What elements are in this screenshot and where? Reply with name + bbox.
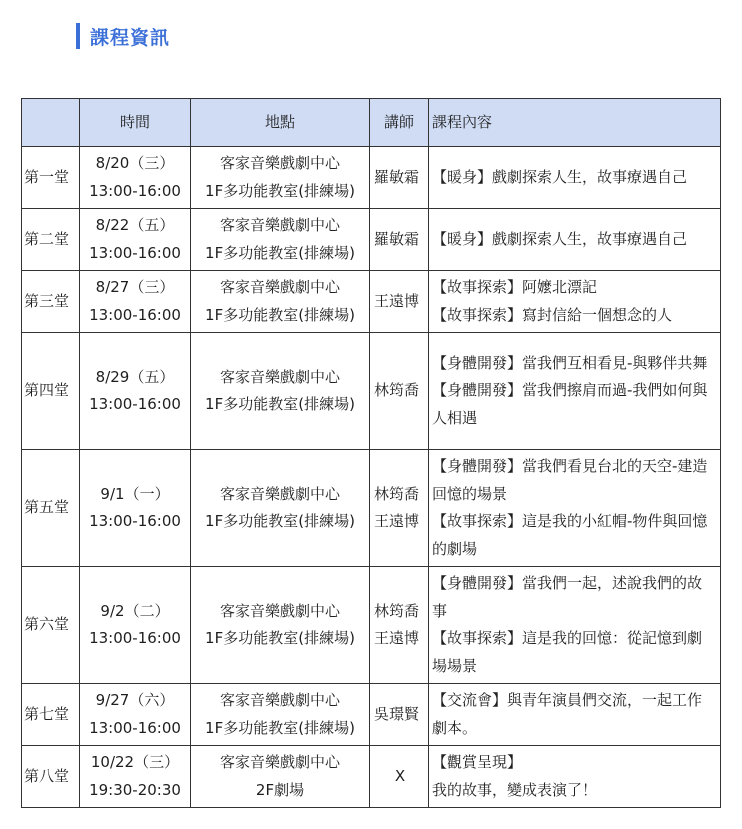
place-cell (191, 746, 370, 808)
time-cell (80, 271, 191, 333)
place-cell (191, 567, 370, 684)
session-date: 9/1（一） (100, 484, 170, 503)
header-session (22, 99, 80, 147)
venue-name: 客家音樂戲劇中心 (219, 154, 340, 172)
session-cell: 第六堂 (22, 567, 80, 684)
session-cell: 第一堂 (22, 147, 80, 209)
room-name: 1F多功能教室(排練場) (205, 629, 355, 647)
content-cell (429, 209, 721, 271)
session-date: 8/27（三） (95, 278, 175, 296)
room-name: 1F多功能教室(排練場) (205, 305, 355, 324)
content-item: 【觀賞呈現】 (432, 753, 523, 771)
venue-name: 客家音樂戲劇中心 (219, 367, 340, 386)
section-header (76, 22, 170, 50)
session-date: 10/22（三） (90, 753, 180, 771)
teacher-cell (370, 684, 429, 746)
time-cell (80, 684, 191, 746)
table-row (22, 209, 721, 271)
session-hours: 13:00-16:00 (89, 305, 181, 324)
venue-name: 客家音樂戲劇中心 (219, 216, 340, 234)
time-cell (80, 746, 191, 808)
teacher-cell (370, 333, 429, 450)
place-cell (191, 684, 370, 746)
table-row (22, 450, 721, 567)
venue-name: 客家音樂戲劇中心 (219, 484, 340, 503)
header-content: 課程內容 (429, 99, 721, 147)
place-cell (191, 271, 370, 333)
content-item: 【暖身】戲劇探索人生，故事療遇自己 (432, 167, 688, 186)
session-cell: 第三堂 (22, 271, 80, 333)
content-cell (429, 333, 721, 450)
header-teacher: 講師 (370, 99, 429, 147)
venue-name: 客家音樂戲劇中心 (219, 601, 340, 620)
session-cell: 第七堂 (22, 684, 80, 746)
content-item: 【身體開發】當我們擦肩而過-我們如何與人相遇 (432, 381, 708, 427)
venue-name: 客家音樂戲劇中心 (219, 691, 340, 709)
content-cell (429, 746, 721, 808)
table-row (22, 147, 721, 209)
time-cell (80, 450, 191, 567)
room-name: 1F多功能教室(排練場) (205, 395, 355, 413)
teacher-cell (370, 746, 429, 808)
teacher-name: 王遠博 (374, 629, 420, 647)
venue-name: 客家音樂戲劇中心 (219, 753, 340, 771)
time-cell (80, 209, 191, 271)
time-cell (80, 567, 191, 684)
teacher-cell (370, 147, 429, 209)
session-date: 8/22（五） (95, 216, 175, 234)
room-name: 1F多功能教室(排練場) (205, 512, 355, 530)
teacher-name: 吳璟賢 (374, 704, 420, 723)
time-cell (80, 333, 191, 450)
teacher-cell (370, 209, 429, 271)
content-cell (429, 450, 721, 567)
content-item: 【故事探索】這是我的回憶：從記憶到劇場場景 (432, 629, 703, 675)
room-name: 1F多功能教室(排練場) (205, 718, 355, 737)
session-date: 8/20（三） (95, 154, 175, 172)
content-item: 【故事探索】阿嬤北漂記 (432, 278, 598, 296)
content-cell (429, 271, 721, 333)
time-cell (80, 147, 191, 209)
teacher-name: 羅敏霜 (374, 167, 420, 186)
session-hours: 13:00-16:00 (89, 181, 181, 200)
content-item: 【暖身】戲劇探索人生，故事療遇自己 (432, 229, 688, 248)
teacher-cell (370, 567, 429, 684)
session-date: 9/27（六） (95, 691, 175, 709)
room-name: 1F多功能教室(排練場) (205, 243, 355, 262)
title-accent-bar (76, 23, 80, 49)
place-cell (191, 333, 370, 450)
table-row (22, 333, 721, 450)
teacher-cell (370, 450, 429, 567)
content-cell (429, 684, 721, 746)
place-cell (191, 147, 370, 209)
content-cell (429, 567, 721, 684)
table-row (22, 684, 721, 746)
session-date: 9/2（二） (100, 601, 170, 620)
teacher-name: 王遠博 (374, 291, 420, 310)
session-cell: 第四堂 (22, 333, 80, 450)
session-cell: 第二堂 (22, 209, 80, 271)
content-item: 我的故事，變成表演了！ (432, 780, 598, 799)
section-title: 課程資訊 (90, 26, 171, 49)
session-cell: 第八堂 (22, 746, 80, 808)
table-row (22, 567, 721, 684)
teacher-name: 羅敏霜 (374, 229, 420, 248)
content-item: 【交流會】與青年演員們交流，一起工作劇本。 (432, 691, 703, 737)
content-item: 【身體開發】當我們一起，述說我們的故事 (432, 574, 703, 620)
place-cell (191, 450, 370, 567)
table-row (22, 271, 721, 333)
session-hours: 13:00-16:00 (89, 243, 181, 262)
teacher-name: 林筠喬 (374, 484, 420, 503)
table-header-row (22, 99, 721, 147)
session-date: 8/29（五） (95, 367, 175, 386)
session-hours: 19:30-20:30 (89, 780, 181, 799)
session-hours: 13:00-16:00 (89, 629, 181, 647)
session-cell: 第五堂 (22, 450, 80, 567)
session-hours: 13:00-16:00 (89, 512, 181, 530)
content-item: 【身體開發】當我們看見台北的天空-建造回憶的場景 (432, 457, 708, 503)
content-item: 【故事探索】這是我的小紅帽-物件與回憶的劇場 (432, 512, 708, 558)
header-time: 時間 (80, 99, 191, 147)
teacher-cell (370, 271, 429, 333)
room-name: 1F多功能教室(排練場) (205, 181, 355, 200)
session-hours: 13:00-16:00 (89, 718, 181, 737)
course-schedule-table (21, 98, 721, 808)
teacher-name: 王遠博 (374, 512, 420, 530)
teacher-name: 林筠喬 (374, 601, 420, 620)
room-name: 2F劇場 (255, 780, 305, 799)
content-item: 【故事探索】寫封信給一個想念的人 (432, 305, 673, 324)
table-row (22, 746, 721, 808)
teacher-name: X (394, 766, 406, 785)
venue-name: 客家音樂戲劇中心 (219, 278, 340, 296)
content-cell (429, 147, 721, 209)
header-place: 地點 (191, 99, 370, 147)
teacher-name: 林筠喬 (374, 381, 420, 400)
session-hours: 13:00-16:00 (89, 395, 181, 413)
content-item: 【身體開發】當我們互相看見-與夥伴共舞 (432, 353, 708, 372)
place-cell (191, 209, 370, 271)
